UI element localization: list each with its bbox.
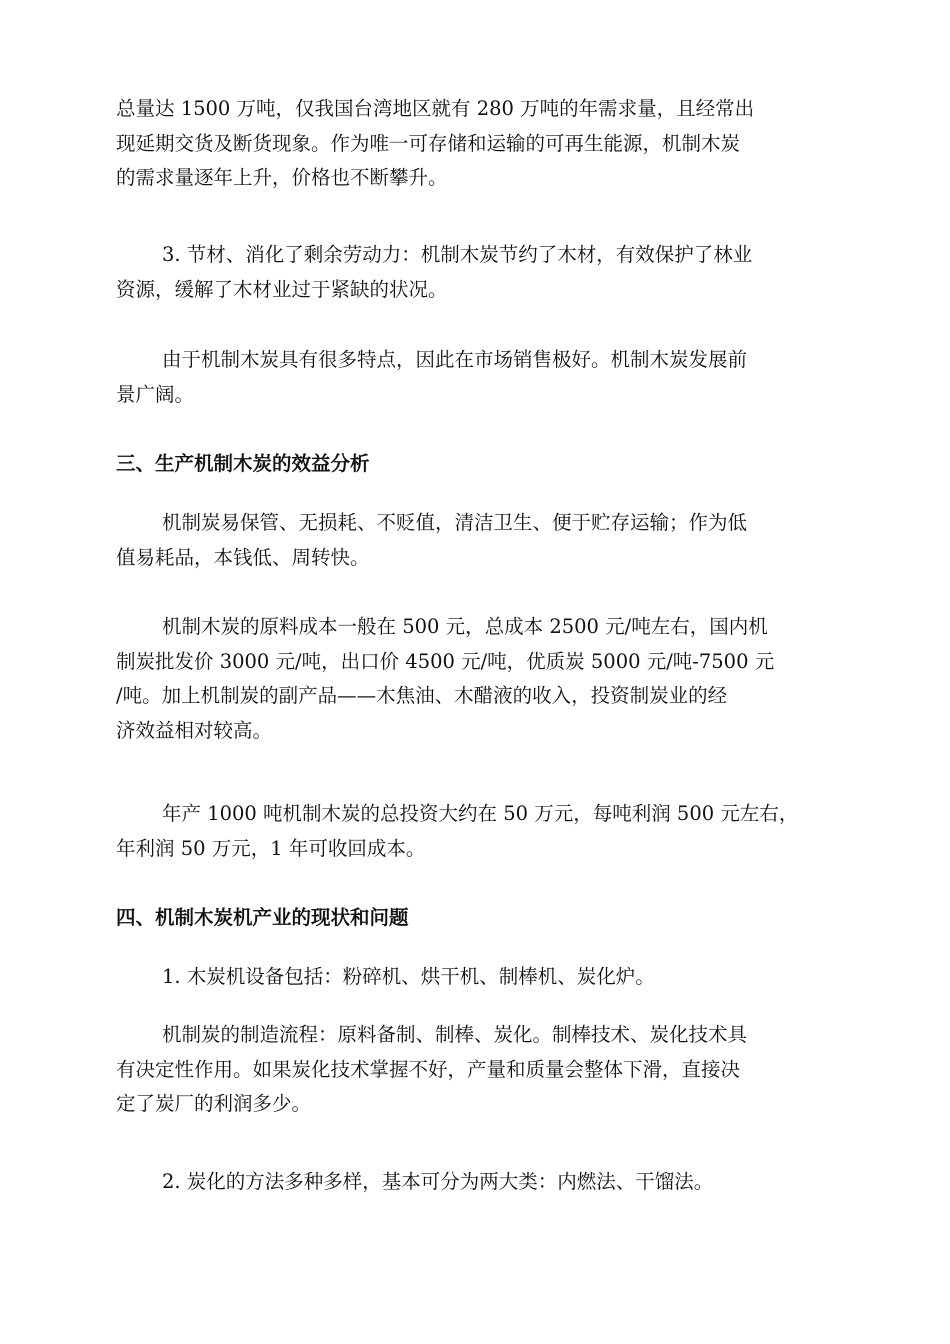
text-line: 现延期交货及断货现象。作为唯一可存储和运输的可再生能源，机制木炭 [116,131,741,155]
text-line: 由于机制木炭具有很多特点，因此在市场销售极好。机制木炭发展前 [162,348,748,371]
paragraph-market-outlook [116,343,846,412]
text-line: 年产 1000 吨机制木炭的总投资大约在 50 万元，每吨利润 500 元左右， [162,802,799,825]
text-line: 2. 炭化的方法多种多样，基本可分为两大类：内燃法、干馏法。 [162,1170,714,1193]
paragraph-carbonization-methods [116,1165,846,1200]
paragraph-material-saving [116,238,846,307]
paragraph-storage [116,506,846,575]
paragraph-investment [116,797,846,866]
text-line: 制炭批发价 3000 元/吨，出口价 4500 元/吨，优质炭 5000 元/吨-7500 元 [116,649,775,673]
text-line: 总量达 1500 万吨，仅我国台湾地区就有 280 万吨的年需求量，且经常出 [116,97,755,120]
paragraph-demand [116,92,846,196]
text-line: 值易耗品，本钱低、周转快。 [116,545,370,569]
text-line: 景广阔。 [116,382,195,406]
section-heading-benefit-analysis: 三、生产机制木炭的效益分析 [116,452,370,475]
text-line: 机制木炭的原料成本一般在 500 元，总成本 2500 元/吨左右，国内机 [162,615,768,638]
paragraph-process [116,1018,846,1122]
text-line: 机制炭的制造流程：原料备制、制棒、炭化。制棒技术、炭化技术具 [162,1023,748,1046]
text-line: 的需求量逐年上升，价格也不断攀升。 [116,166,448,189]
text-line: 济效益相对较高。 [116,718,273,742]
text-line: /吨。加上机制炭的副产品——木焦油、木醋液的收入，投资制炭业的经 [116,684,728,707]
paragraph-equipment [116,960,846,995]
text-line: 资源，缓解了木材业过于紧缺的状况。 [116,277,448,301]
text-line: 机制炭易保管、无损耗、不贬值，清洁卫生、便于贮存运输；作为低 [162,511,748,534]
text-line: 1. 木炭机设备包括：粉碎机、烘干机、制棒机、炭化炉。 [162,965,655,988]
text-line: 定了炭厂的利润多少。 [116,1092,312,1115]
text-line: 年利润 50 万元，1 年可收回成本。 [116,836,426,860]
section-heading-industry-status: 四、机制木炭机产业的现状和问题 [116,906,409,929]
paragraph-cost-price [116,610,846,748]
text-line: 有决定性作用。如果炭化技术掌握不好，产量和质量会整体下滑，直接决 [116,1057,741,1081]
text-line: 3. 节材、消化了剩余劳动力：机制木炭节约了木材，有效保护了林业 [162,243,753,266]
